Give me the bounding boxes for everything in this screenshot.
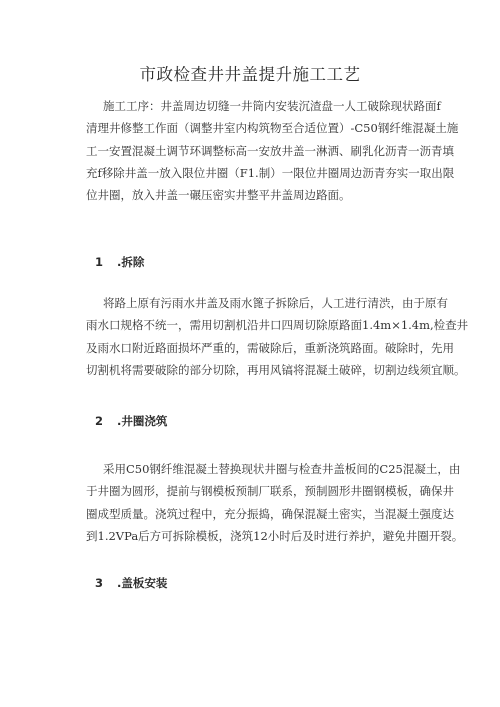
- paragraph-line: 于井圈为圆形，提前与钢模板预制厂联系，预制圆形井圈钢模板，确保井: [86, 484, 454, 499]
- paragraph-line: 切割机将需要破除的部分切除，再用风镐将混凝土破碎，切割边线须宜顺。: [86, 362, 466, 377]
- paragraph-line: 将路上原有污雨水井盖及雨水篦子拆除后，人工进行清渋，由于原有: [103, 296, 448, 310]
- section-number: 1: [95, 255, 104, 269]
- intro-paragraph: [86, 95, 459, 206]
- section-title: .盖板安装: [117, 576, 168, 590]
- section-number: 3: [95, 576, 104, 590]
- section-heading: [95, 254, 144, 270]
- paragraph-line: 到1.2VPa后方可拆除模板，浇筑12小时后及时进行养护，避免井圈开裂。: [86, 528, 464, 543]
- section-paragraph: [86, 292, 469, 381]
- paragraph-line: 及雨水口附近路面损坏严重的，需破除后，重新浇筑路面。破除时，先用: [86, 340, 454, 355]
- paragraph-line: 充f移除井盖一放入限位井圈（F1.制）一限位井圈周边沥青夯实一取出限: [86, 165, 455, 180]
- paragraph-line: 清理井修整工作面（调整井室内构筑物至合适位置）-C50钢纤维混凝土施: [86, 121, 459, 136]
- section-title: .井圈浇筑: [117, 414, 168, 428]
- section-heading: [95, 413, 167, 429]
- paragraph-line: 位井圈，放入井盖一碾压密实井整平井盖周边路面。: [86, 188, 351, 203]
- section-heading: [95, 575, 167, 591]
- section-title: .拆除: [117, 255, 145, 269]
- paragraph-line: 工一安置混凝土调节环调整标高一安放井盖一淋洒、刷乳化沥青一沥青填: [86, 143, 454, 158]
- paragraph-line: 采用C50钢纤维混凝土替换现状井圈与检查井盖板间的C25混凝土，由: [103, 462, 461, 476]
- paragraph-line: 圈成型质量。浇筑过程中，充分振捣，确保混凝土密实，当混凝土强度达: [86, 506, 454, 521]
- page-title: 市政检查井井盖提升施工工艺: [139, 65, 361, 84]
- section-paragraph: [86, 458, 464, 547]
- section-number: 2: [95, 414, 104, 428]
- paragraph-line: 施工工序：井盖周边切缝一井筒内安装沉渣盘一人工破除现状路面f: [103, 99, 441, 113]
- paragraph-line: 雨水口规格不统一，需用切割机沿井口四周切除原路面1.4m×1.4m,检查井: [86, 318, 469, 333]
